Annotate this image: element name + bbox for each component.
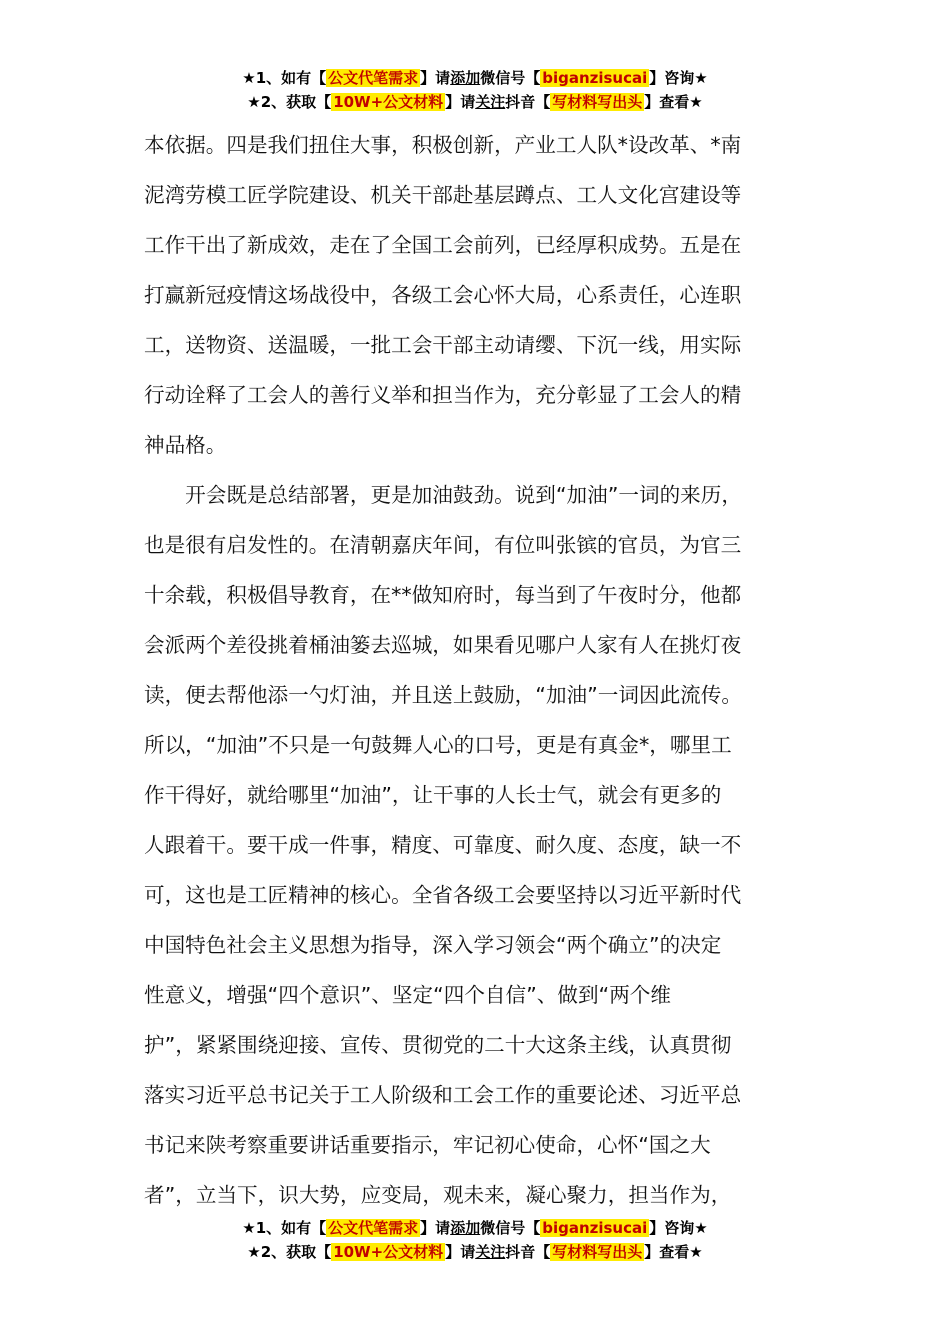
text-line: 读，便去帮他添一勺灯油，并且送上鼓励，“加油”一词因此流传。 bbox=[144, 683, 742, 707]
text-line: 工作干出了新成效，走在了全国工会前列，已经厚积成势。五是在 bbox=[144, 233, 742, 257]
wechat-id: biganzisucai bbox=[542, 69, 648, 87]
promo-highlight: 公文代笔需求 bbox=[328, 69, 419, 87]
text-line: 者”，立当下，识大势，应变局，观未来，凝心聚力，担当作为， bbox=[144, 1183, 732, 1207]
promo-banner-top bbox=[0, 66, 950, 114]
promo-line-douyin: ★2、获取【 10W+公文材料 】请关注抖音【 写材料写出头 】查看★ bbox=[247, 93, 703, 111]
text-line: 本依据。四是我们扭住大事，积极创新，产业工人队*设改革、*南 bbox=[144, 133, 742, 157]
text-line: 落实习近平总书记关于工人阶级和工会工作的重要论述、习近平总 bbox=[144, 1083, 742, 1107]
promo-line-douyin: ★2、获取【 10W+公文材料 】请关注抖音【 写材料写出头 】查看★ bbox=[247, 1243, 703, 1261]
promo-highlight: 10W+公文材料 bbox=[333, 1243, 444, 1261]
text-line: 泥湾劳模工匠学院建设、机关干部赴基层蹲点、工人文化宫建设等 bbox=[144, 183, 742, 207]
promo-highlight: 公文代笔需求 bbox=[328, 1219, 419, 1237]
text-line: 性意义，增强“四个意识”、坚定“四个自信”、做到“两个维 bbox=[144, 983, 671, 1007]
text-line: 可，这也是工匠精神的核心。全省各级工会要坚持以习近平新时代 bbox=[144, 883, 742, 907]
promo-highlight: 10W+公文材料 bbox=[333, 93, 444, 111]
body-text bbox=[144, 128, 819, 1228]
text-line: 作干得好，就给哪里“加油”，让干事的人长士气，就会有更多的 bbox=[144, 783, 722, 807]
wechat-id: biganzisucai bbox=[542, 1219, 648, 1237]
text-line: 所以，“加油”不只是一句鼓舞人心的口号，更是有真金*，哪里工 bbox=[144, 733, 732, 757]
promo-banner-bottom bbox=[0, 1216, 950, 1264]
text-line: 护”，紧紧围绕迎接、宣传、贯彻党的二十大这条主线，认真贯彻 bbox=[144, 1033, 732, 1057]
text-line: 开会既是总结部署，更是加油鼓劲。说到“加油”一词的来历， bbox=[144, 483, 742, 507]
promo-line-wechat: ★1、如有【 公文代笔需求 】请添加微信号【 biganzisucai 】咨询★ bbox=[242, 1219, 708, 1237]
text-line: 工，送物资、送温暖，一批工会干部主动请缨、下沉一线，用实际 bbox=[144, 333, 742, 357]
text-line: 神品格。 bbox=[144, 433, 227, 457]
text-line: 书记来陕考察重要讲话重要指示，牢记初心使命，心怀“国之大 bbox=[144, 1133, 711, 1157]
text-line: 也是很有启发性的。在清朝嘉庆年间，有位叫张镔的官员，为官三 bbox=[144, 533, 742, 557]
text-line: 会派两个差役挑着桶油篓去巡城，如果看见哪户人家有人在挑灯夜 bbox=[144, 633, 742, 657]
text-line: 中国特色社会主义思想为指导，深入学习领会“两个确立”的决定 bbox=[144, 933, 722, 957]
douyin-account: 写材料写出头 bbox=[552, 93, 643, 111]
text-line: 打赢新冠疫情这场战役中，各级工会心怀大局，心系责任，心连职 bbox=[144, 283, 742, 307]
text-line: 十余载，积极倡导教育，在**做知府时，每当到了午夜时分，他都 bbox=[144, 583, 742, 607]
douyin-account: 写材料写出头 bbox=[552, 1243, 643, 1261]
text-line: 行动诠释了工会人的善行义举和担当作为，充分彰显了工会人的精 bbox=[144, 383, 742, 407]
promo-line-wechat: ★1、如有【 公文代笔需求 】请添加微信号【 biganzisucai 】咨询★ bbox=[242, 69, 708, 87]
text-line: 人跟着干。要干成一件事，精度、可靠度、耐久度、态度，缺一不 bbox=[144, 833, 742, 857]
